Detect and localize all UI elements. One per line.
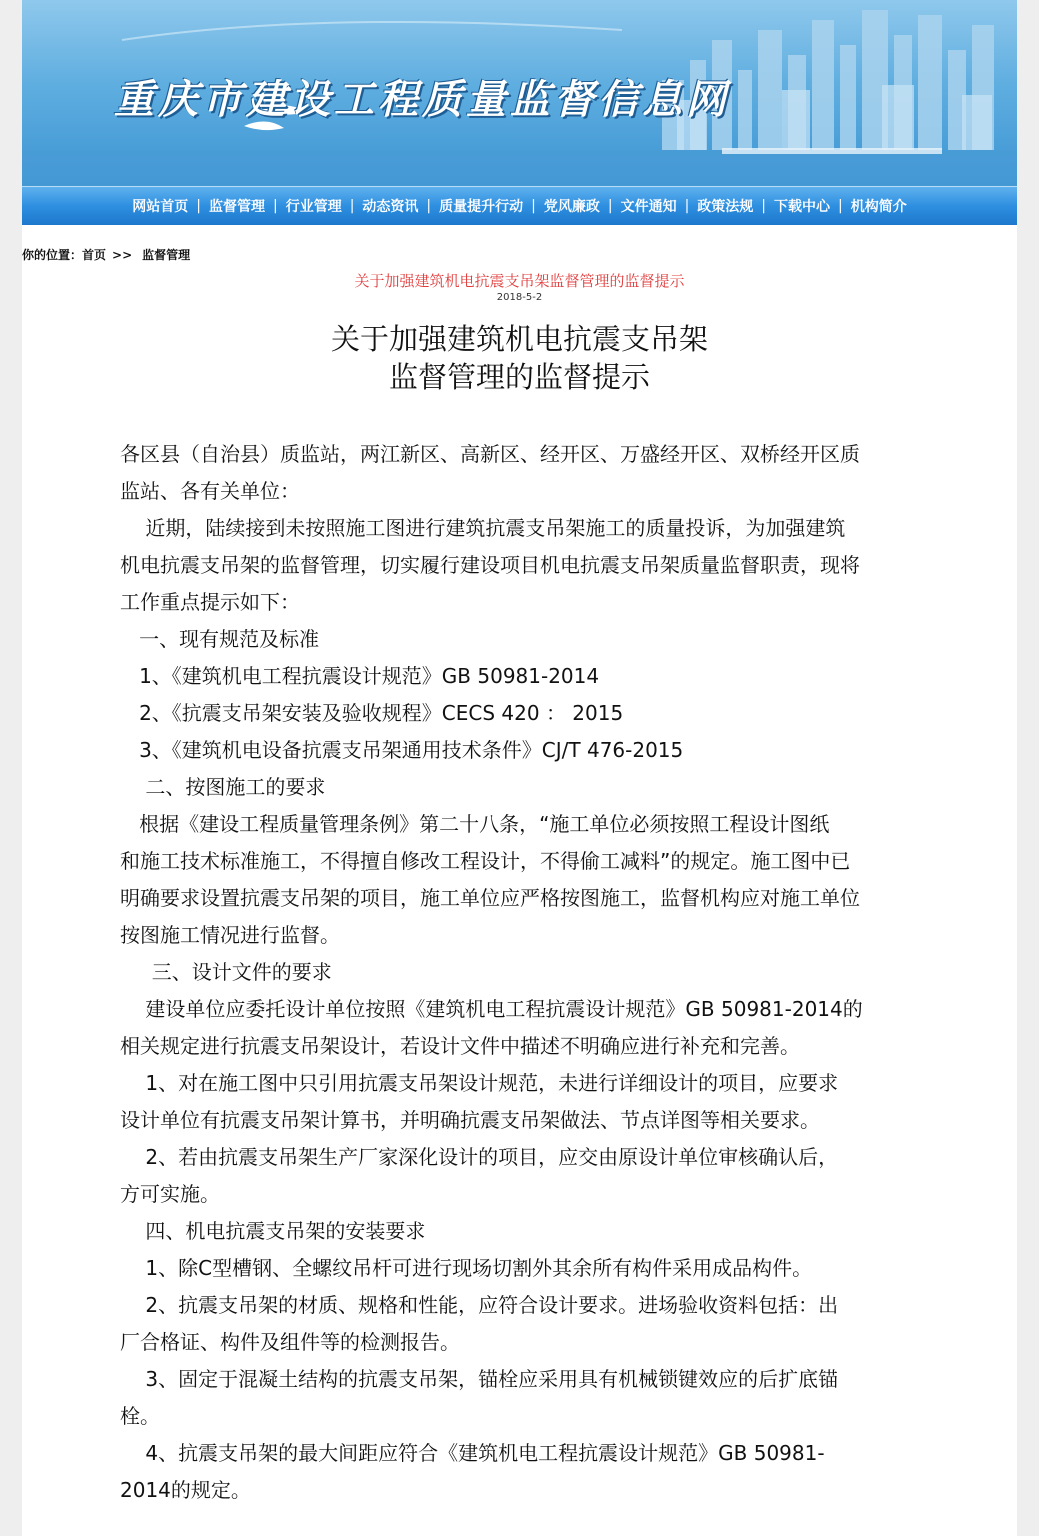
article-line: 四、机电抗震支吊架的安装要求 [120, 1219, 426, 1243]
nav-item-industry[interactable]: 行业管理 [285, 199, 342, 215]
article-line: 3、固定于混凝土结构的抗震支吊架，锚栓应采用具有机械锁键效应的后扩底锚 [120, 1367, 839, 1391]
nav-item-notices[interactable]: 文件通知 [620, 199, 677, 215]
article-line: 监站、各有关单位： [120, 479, 300, 503]
article-line: 机电抗震支吊架的监督管理，切实履行建设项目机电抗震支吊架质量监督职责，现将 [120, 553, 860, 577]
article-line: 各区县（自治县）质监站，两江新区、高新区、经开区、万盛经开区、双桥经开区质 [120, 442, 860, 466]
nav-item-about[interactable]: 机构简介 [850, 199, 907, 215]
breadcrumb-label: 你的位置： [22, 248, 83, 262]
article-title-line-1: 关于加强建筑机电抗震支吊架 [330, 322, 708, 356]
nav-separator: | [426, 198, 432, 214]
nav-item-news[interactable]: 动态资讯 [362, 199, 419, 215]
nav-separator: | [349, 198, 355, 214]
article-red-title: 关于加强建筑机电抗震支吊架监督管理的监督提示 [354, 272, 685, 290]
article-line: 相关规定进行抗震支吊架设计，若设计文件中描述不明确应进行补充和完善。 [120, 1034, 800, 1058]
nav-separator: | [838, 198, 843, 214]
main-nav [22, 186, 1017, 225]
nav-item-quality-action[interactable]: 质量提升行动 [439, 199, 524, 215]
article-line: 1、对在施工图中只引用抗震支吊架设计规范，未进行详细设计的项目，应要求 [120, 1071, 839, 1095]
article-title [22, 320, 1017, 396]
nav-separator: | [196, 198, 201, 214]
article-line: 方可实施。 [120, 1182, 220, 1206]
nav-separator: | [761, 198, 767, 214]
page [22, 0, 1017, 1536]
site-title: 重庆市建设工程质量监督信息网 [114, 76, 730, 123]
article-line: 设计单位有抗震支吊架计算书，并明确抗震支吊架做法、节点详图等相关要求。 [120, 1108, 820, 1132]
article-line: 明确要求设置抗震支吊架的项目，施工单位应严格按图施工，监督机构应对施工单位 [120, 886, 860, 910]
article-line: 3、《建筑机电设备抗震支吊架通用技术条件》CJ/T 476-2015 [120, 738, 684, 762]
article-line: 建设单位应委托设计单位按照《建筑机电工程抗震设计规范》GB 50981-2014的 [120, 997, 863, 1021]
breadcrumb-separator: >> [112, 248, 133, 262]
article-line: 2、抗震支吊架的材质、规格和性能，应符合设计要求。进场验收资料包括：出 [120, 1293, 839, 1317]
article-line: 4、抗震支吊架的最大间距应符合《建筑机电工程抗震设计规范》GB 50981- [120, 1441, 825, 1465]
article-line: 根据《建设工程质量管理条例》第二十八条，“施工单位必须按照工程设计图纸 [120, 812, 830, 836]
article-line: 和施工技术标准施工，不得擅自修改工程设计，不得偷工减料”的规定。施工图中已 [120, 849, 851, 873]
article-line: 厂合格证、构件及组件等的检测报告。 [120, 1330, 460, 1354]
article-line: 工作重点提示如下： [120, 590, 300, 614]
site-banner [22, 0, 1017, 186]
nav-separator: | [607, 198, 613, 214]
article-title-line-2: 监督管理的监督提示 [388, 360, 650, 394]
article-line: 2、若由抗震支吊架生产厂家深化设计的项目，应交由原设计单位审核确认后， [120, 1145, 839, 1169]
article-line: 三、设计文件的要求 [120, 960, 332, 984]
article-line: 二、按图施工的要求 [120, 775, 326, 799]
nav-item-integrity[interactable]: 党风廉政 [543, 199, 600, 215]
nav-item-policy[interactable]: 政策法规 [697, 199, 754, 215]
nav-separator: | [684, 198, 690, 214]
article-line: 1、《建筑机电工程抗震设计规范》GB 50981-2014 [120, 664, 600, 688]
article-line: 按图施工情况进行监督。 [120, 923, 340, 947]
article-line: 近期，陆续接到未按照施工图进行建筑抗震支吊架施工的质量投诉，为加强建筑 [120, 516, 846, 540]
nav-item-supervision[interactable]: 监督管理 [208, 199, 265, 215]
breadcrumb-current-link[interactable]: 监督管理 [142, 248, 191, 262]
nav-item-home[interactable]: 网站首页 [132, 199, 189, 215]
breadcrumb-home-link[interactable]: 首页 [82, 248, 107, 262]
article-line: 1、除C型槽钢、全螺纹吊杆可进行现场切割外其余所有构件采用成品构件。 [120, 1256, 813, 1280]
article-date: 2018-5-2 [496, 292, 543, 303]
breadcrumb [22, 246, 190, 263]
nav-item-downloads[interactable]: 下载中心 [774, 199, 831, 215]
nav-separator: | [531, 198, 536, 214]
article-line: 一、现有规范及标准 [120, 627, 320, 651]
article-line: 2014的规定。 [120, 1478, 251, 1502]
article-line: 2、《抗震支吊架安装及验收规程》CECS 420 ： 2015 [120, 701, 624, 725]
article-line: 栓。 [120, 1404, 160, 1428]
nav-separator: | [272, 198, 278, 214]
